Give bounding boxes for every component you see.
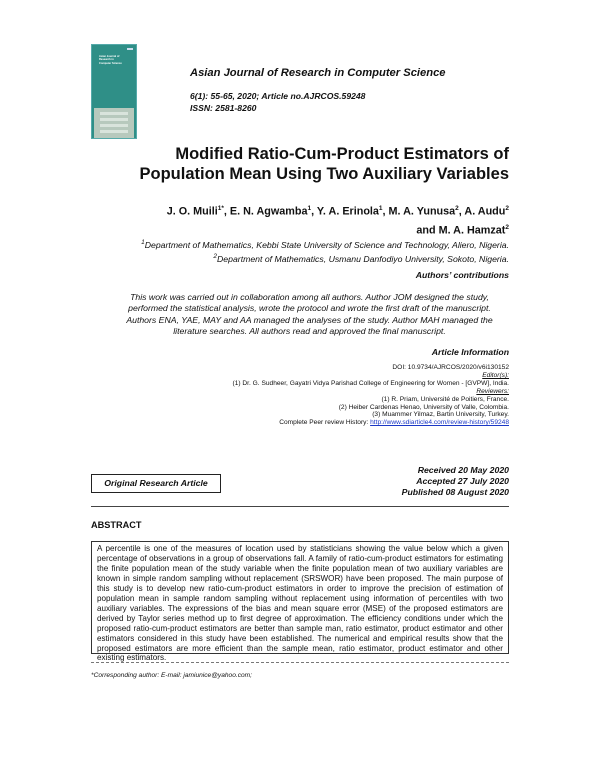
contributions-text: This work was carried out in collaboration among all authors. Author JOM designed the study, performed the statistical analysis, wrote the protocol and wrote the first draft of the manuscript. Authors ENA, YAE, MAY and AA managed the analyses of the study. Author MAH managed the literature searches. All authors read and approved the final manuscript. [126, 292, 493, 337]
author-name: J. O. Muili [166, 205, 218, 218]
article-info [0, 364, 509, 427]
abstract-heading: ABSTRACT [91, 520, 142, 530]
reviewer-entry: (2) Heiber Cardenas Henao, University of Valle, Colombia. [338, 403, 509, 411]
reviewer-entry: (1) R. Priam, Université de Poitiers, France. [381, 395, 509, 403]
cover-illustration [94, 108, 134, 138]
author-name: M. A. Yunusa [388, 205, 456, 218]
footnote-divider [91, 662, 509, 663]
affiliation: $^2$Department of Mathematics, Usmanu Danfodiyo University, Sokoto, Nigeria. [213, 253, 509, 265]
affiliation: $^1$Department of Mathematics, Kebbi State University of Science and Technology, Aliero, Nigeria. [141, 239, 509, 250]
cover-logo [127, 48, 133, 50]
review-history-link[interactable]: http://www.sdiarticle4.com/review-history/59248 [370, 419, 509, 427]
publication-dates [0, 465, 509, 498]
section-divider [91, 506, 509, 507]
received-date: Received 20 May 2020 [417, 465, 509, 475]
reviewer-entry: (3) Muammer Yilmaz, Bartin University, Turkey. [372, 411, 509, 419]
abstract-text: A percentile is one of the measures of location used by statisticians showing the value below which a given percentage of observations in a group of observations fall. A family of ratio-cum-product estimators for estimating the finite population mean of the study variable when the finite population mean of two auxiliary variables are known in simple random sampling without replacement (SRSWOR) have been proposed. The main purpose of this study is to develop new ratio-cum-product estimators in order to improve the precision of estimation of population mean in sample random sampling without replacement using information of percentiles with two auxiliary variables. The expressions of the bias and mean square error (MSE) of the proposed estimators are derived by Taylor series method up to first degree of approximation. The efficiency conditions under which the proposed ratio-cum-product estimators are better than sample man, ratio estimator, product estimator and other estimators considered in this study have been established. The numerical and empirical results show that the proposed estimators are more efficient than the sample mean, ratio estimator, product estimator and other existing estimators. [91, 541, 509, 654]
cover-title: Asian Journal of Research in Computer Science [99, 55, 122, 65]
accepted-date: Accepted 27 July 2020 [416, 476, 509, 486]
journal-cover-image [91, 44, 137, 139]
author-name: A. Audu [464, 205, 506, 218]
author-name: E. N. Agwamba [229, 205, 308, 218]
article-info-heading: Article Information [431, 347, 509, 357]
reviewers-label: Reviewers: [476, 387, 509, 395]
author-name: M. A. Hamzat [438, 224, 506, 237]
affiliations [0, 237, 509, 266]
author-name: Y. A. Erinola [316, 205, 379, 218]
journal-name: Asian Journal of Research in Computer Science [190, 67, 446, 79]
author-list: J. O. Muili$^{1*}$, E. N. Agwamba$^1$, Y. A. Erinola$^1$, M. A. Yunusa$^2$, A. Audu$^2$ and M. A. Hamzat$^2$ [166, 205, 509, 237]
review-history: Complete Peer review History: http://www.sdiarticle4.com/review-history/59248 [279, 419, 509, 427]
published-date: Published 08 August 2020 [401, 487, 509, 497]
doi: DOI: 10.9734/AJRCOS/2020/v6i130152 [392, 364, 509, 371]
contributions-heading: Authors’ contributions [415, 270, 509, 280]
corresponding-author-footnote: *Corresponding author: E-mail: jamiunice@yahoo.com; [91, 672, 252, 679]
editors-label: Editor(s): [482, 371, 509, 379]
journal-issue: 6(1): 55-65, 2020; Article no.AJRCOS.59248 [190, 91, 366, 101]
paper-title: Modified Ratio-Cum-Product Estimators of Population Mean Using Two Auxiliary Variables [139, 145, 509, 183]
article-type-badge: Original Research Article [91, 474, 221, 493]
journal-issn: ISSN: 2581-8260 [190, 103, 257, 113]
editor-entry: (1) Dr. G. Sudheer, Gayatri Vidya Parishad College of Engineering for Women - [GVPW], India. [232, 379, 509, 387]
